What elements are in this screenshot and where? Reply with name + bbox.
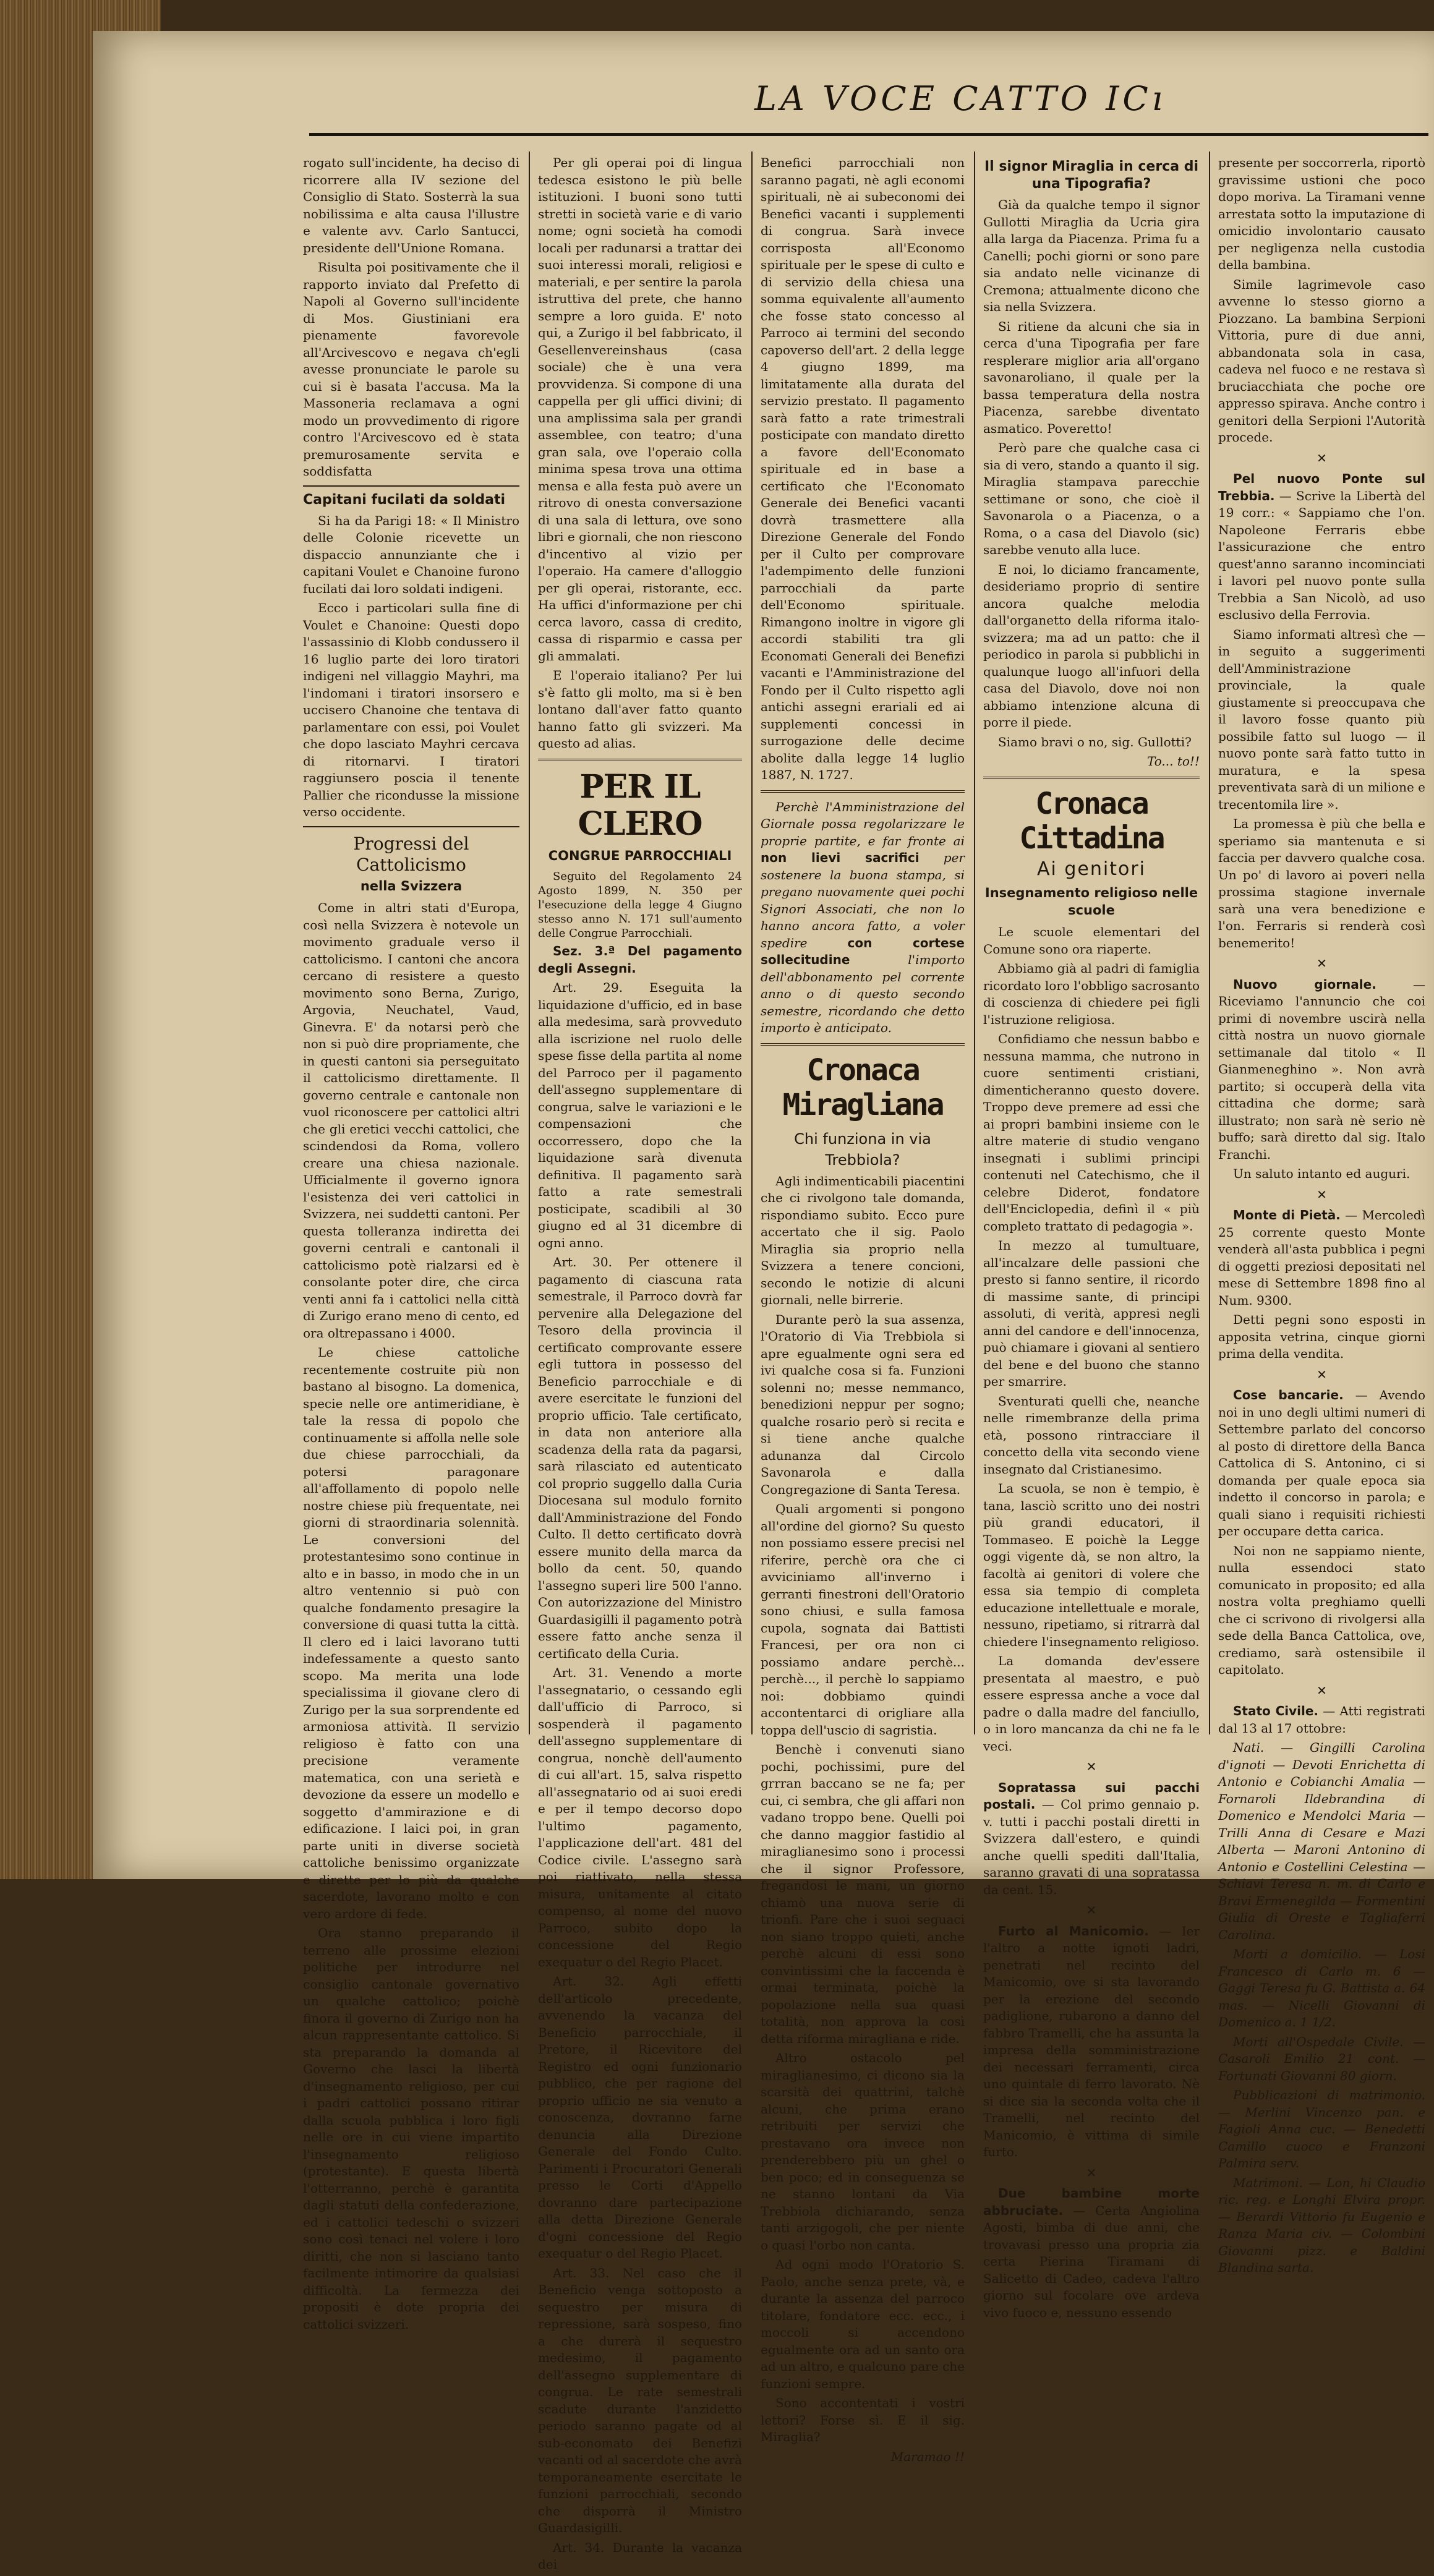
article-text: Simile lagrimevole caso avvenne lo stesso giorno a Piozzano. La bambina Serpioni Vittoria, pure di due anni, abbandonata sola in casa, cadeva nel fuoco e ne restava sì bruciacchiata che poche ore appresso spirava. Anche contro i genitori della Serpioni l'Autorità procede. <box>1218 276 1425 445</box>
headline-cronaca-cittadina: Cronaca Cittadina <box>1019 786 1164 856</box>
separator <box>303 826 519 827</box>
article-text: Agli indimenticabili piacentini che ci rivolgono tale domanda, rispondiamo subito. Ecco pure accertato che il sig. Paolo Miraglia sia proprio nella Svizzera a tenere concioni, secondo le notizie di alcuni giornali, nelle birrerie. <box>761 1173 965 1307</box>
headline-chi-funziona: Chi funziona in via Trebbiola? <box>794 1130 931 1169</box>
item-text: — Riceviamo l'annuncio che coi primi di novembre uscirà nella città nostra un nuovo giornale settimanale dal titolo « Il Gianmeneghino ». Non avrà partito; si occuperà della vita cittadina che dorme; sarà illustrato; non sarà nè serio nè buffo; sarà diretto dal sig. Italo Franchi. <box>1218 976 1425 1162</box>
article-text: Art. 29. Eseguita la liquidazione d'ufficio, ed in base alla medesima, sarà provveduto alla iscrizione nel ruolo delle spese fisse della partita al nome del Parroco per il pagamento dell'assegno supplementare di congrua, salve le variazioni e le compensazioni che occorressero, dopo che la liquidazione sarà divenuta definitiva. Il pagamento sarà fatto a rate semestrali posticipate, scadibili al 30 giugno ed al 31 dicembre di ogni anno. <box>538 980 742 1250</box>
news-item <box>983 1780 1200 1899</box>
article-text: Già da qualche tempo il signor Gullotti Miraglia da Ucria gira alla larga da Piacenza. Prima fu a Canelli; pochi giorni or sono pare sia andato nelle vicinanze di Cremona; attualmente dicono che sia nella Svizzera. <box>983 197 1200 314</box>
article-text: In mezzo al tumultuare, all'incalzare delle passioni che presto si fanno sentire, il ricordo di massime sante, di principi assoluti, di verità, appresi negli anni del candore e dell'innocenza, può chiamare i giovani al sentiero del bene e del buono che stanno per smarrire. <box>983 1238 1200 1389</box>
item-heading: Furto al Manicomio. <box>998 1923 1149 1938</box>
notice-text: per sostenere la buona stampa, si pregano nuovamente quei pochi Signori Associati, che non lo hanno ancora fatto, a voler spedire <box>761 850 965 950</box>
column-2 <box>538 155 742 2576</box>
item-heading: Due bambine morte abbruciate. <box>983 2186 1200 2218</box>
article-text: Art. 33. Nel caso che il Beneficio venga sottoposto a sequestro per misura di repressione, sarà sospeso, fino a che durerà il sequestro medesimo, il pagamento dell'assegno supplementare di congrua. Le rate semestrali scadute durante l'anzidetto periodo saranno pagate od al sub-economato dei Benefizi vacanti od al sacerdote che avrà temporaneamente esercitate le funzioni parrocchiali, secondo che disporrà il Ministro Guardasigilli. <box>538 2265 742 2535</box>
headline-progressi: Progressi del Cattolicismo <box>353 833 469 875</box>
civil-registry-banns: Pubblicazioni di matrimonio. — Merlini Vincenzo pan. e Fagioli Anna cuc. — Benedetti Camillo cuoco e Franzoni Palmira serv. <box>1218 2088 1425 2170</box>
article-text: Siamo informati altresì che — in seguito a suggerimenti dell'Amministrazione provinciale, la quale giustamente si preoccupava che il lavoro fosse quanto più possibile fatto sul luogo — il nuovo ponte sarà fatto tutto in muratura, e la spesa preventivata sarà di un milione e trecentomila lire ». <box>1218 626 1425 812</box>
signature: To... to!! <box>1146 754 1200 769</box>
subheadline-svizzera: nella Svizzera <box>360 878 463 893</box>
article-text: Si ha da Parigi 18: « Il Ministro delle Colonie ricevette un dispaccio annunziante che i capitani Voulet e Chanoine furono fucilati dai loro soldati indigeni. <box>303 513 519 596</box>
article-text: Sono accontentati i vostri lettori? Forse sì. E il sig. Miraglia? <box>761 2395 965 2444</box>
article-text: Detti pegni sono esposti in apposita vetrina, cinque giorni prima della vendita. <box>1218 1312 1425 1361</box>
newspaper-title: LA VOCE CATTO ICı <box>754 79 1166 118</box>
notice-emphasis: non lievi sacrifici <box>761 850 920 865</box>
article-text: Durante però la sua assenza, l'Oratorio di Via Trebbiola si apre egualmente ogni sera ed ivi qualche cosa si fa. Funzioni solenni no; messe nemmanco, benedizioni neppur per sogno; qualche rosario però si recita e si tiene anche qualche adunanza dal Circolo Savonarola e dalla Congregazione di Santa Teresa. <box>761 1311 965 1497</box>
article-text: Abbiamo già al padri di famiglia ricordato loro l'obbligo sacrosanto di coscienza di chiedere pei figli l'istruzione religiosa. <box>983 961 1200 1027</box>
column-divider <box>1209 151 1210 1734</box>
item-heading: Monte di Pietà. <box>1233 1208 1341 1222</box>
article-text: Un saluto intanto ed auguri. <box>1233 1166 1411 1181</box>
article-text: Altro ostacolo pel miraglianesimo, ci dicono sia la scarsità dei quattrini, talchè alcuni, che prima erano retribuiti per servizi che prestavano ora invece non prenderebbero più un ghel o ben poco; ed in conseguenza se ne stanno lontani da Via Trebbiola dichiarando, senza tanti arzigogoli, che per niente o quasi l'orbo non canta. <box>761 2050 965 2253</box>
subscription-notice <box>761 799 965 1037</box>
item-text: — Scrive la Libertà del 19 corr.: « Sappiamo che l'on. Napoleone Ferraris ebbe l'assicurazione che entro quest'anno saranno incominciati i lavori pel nuovo ponte sulla Trebbia a San Nicolò, ad uso esclusivo della Ferrovia. <box>1218 488 1426 622</box>
signature: Maramao !! <box>890 2449 965 2464</box>
article-text: Art. 34. Durante la vacanza dei <box>538 2540 742 2572</box>
news-item <box>1218 1703 1425 1737</box>
article-text: Art. 31. Venendo a morte l'assegnatario, o cessando egli dall'ufficio di Parroco, si sospenderà il pagamento dell'assegno supplementare di congrua, nonchè dell'aumento di cui all'art. 15, salva rispetto all'assegnatario od ai suoi eredi e per il tempo decorso dopo l'ultimo pagamento, l'applicazione dell'art. 481 del Codice civile. L'assegno sarà poi riattivato, nella stessa misura, unitamente al citato compenso, al nome del nuovo Parroco, subito dopo la concessione del Regio exequatur o del Regio Placet. <box>538 1665 742 1969</box>
item-heading: Sopratassa sui pacchi postali. <box>983 1780 1200 1812</box>
section-heading: Sez. 3.ª Del pagamento degli Assegni. <box>538 944 742 976</box>
item-text: — Mercoledì 25 corrente questo Monte venderà all'asta pubblica i pegni di oggetti preziosi depositati nel mese di Settembre 1898 fino al Num. 9300. <box>1218 1208 1426 1308</box>
column-divider <box>529 151 530 1734</box>
item-text: — Ier l'altro a notte ignoti ladri, penetrati nel recinto del Manicomio, ove si sta lavorando per la erezione del secondo padiglione, rubarono a danno del fabbro Tramelli, che ha assunta la impresa della somministrazione dei necessari ferramenti, circa uno quintale di ferro lavorato. Nè si dice sia la seconda volta che il Tramelli, nel recinto del Manicomio, è vittima di simile furto. <box>983 1923 1200 2159</box>
article-text: Ad ogni modo l'Oratorio S. Paolo, anche senza prete, và, e durante la assenza del parroco titolare, fondatore ecc. ecc., i moccoli si accendono egualmente ora ad un santo ora ad un altro, e qualcuno pare che funzioni sempre. <box>761 2257 965 2391</box>
article-text: Seguito del Regolamento 24 Agosto 1899, N. 350 per l'esecuzione della legge 4 Giugno stesso anno N. 171 sull'aumento delle Congrue Parrocchiali. <box>538 870 742 940</box>
civil-registry-deaths: Morti a domicilio. — Losi Francesco di Carlo m. 6 — Gaggi Teresa fu G. Battista a. 64 mas. — Nicelli Giovanni di Domenico a. 1 1/2. <box>1218 1947 1425 2029</box>
column-divider <box>974 151 975 1734</box>
section-divider-mark: ✕ <box>1086 2165 1097 2180</box>
civil-registry-marriages: Matrimoni. — Lon, hi Claudio ric. reg. e Longhi Elvira propr. — Berardi Vittorio fu Eugenio e Ranza Maria civ. — Colombini Giovanni pizz. e Baldini Blandina sarta. <box>1218 2175 1425 2275</box>
article-text: Per gli operai poi di lingua tedesca esistono le più belle istituzioni. I buoni sono tutti stretti in società varie e di vario nome; ogni società ha comodi locali per radunarsi a trattar dei suoi interessi morali, religiosi e materiali, e per sentire la parola istruttiva del prete, che hanno sempre a loro guida. E' noto qui, a Zurigo il bel fabbricato, il Gesellenvereinshaus (casa sociale) che è una vera provvidenza. Si compone di una cappella per gli uffici divini; di una amplissima sala per grandi assemblee, con teatro; d'una gran sala, ove l'operaio colla minima spesa trova una ottima mensa e alla festa può avere un ritrovo di onesta conversazione di una sala di lettura, ove sono libri e giornali, che non riescono d'incentivo al vizio per l'operaio. Ha camere d'alloggio per gli operai, ristorante, ecc. Ha uffici d'informazione per chi cerca lavoro, cassa di credito, cassa di risparmio e cassa per gli ammalati. <box>538 155 742 663</box>
headline-ai-genitori: Ai genitori <box>1036 858 1146 880</box>
news-item <box>1218 1207 1425 1309</box>
section-divider-mark: ✕ <box>1317 1367 1327 1382</box>
column-5 <box>1218 155 1425 2279</box>
section-divider-mark: ✕ <box>1317 1683 1327 1698</box>
notice-text: Perchè l'Amministrazione del Giornale possa regolarizzare le proprie partite, e far fronte ai <box>761 799 965 848</box>
article-text: presente per soccorrerla, riportò gravissime ustioni che poco dopo moriva. La Tiramani venne arrestata sotto la imputazione di omicidio involontario causato per negligenza nella custodia della bambina. <box>1218 155 1425 272</box>
subheadline-insegnamento: Insegnamento religioso nelle scuole <box>984 885 1198 918</box>
news-item <box>1218 1387 1425 1540</box>
subheadline-congrue: CONGRUE PARROCCHIALI <box>548 848 732 863</box>
item-heading: Stato Civile. <box>1233 1704 1319 1718</box>
article-text: Art. 32. Agli effetti dell'articolo precedente, avvenendo la vacanza del Beneficio parrocchiale, il Pretore, il Ricevitore del Registro ed ogni funzionario pubblico, che per ragione del proprio ufficio ne sia venuto a conoscenza, dovranno farne denuncia alla Direzione Generale del Fondo Culto. Parimenti i Procuratori Generali presso le Corti d'Appello dovranno dare partecipazione alla detta Direzione Generale d'ogni concessione del Regio exequatur o del Regio Placet. <box>538 1974 742 2261</box>
article-text: La promessa è più che bella e speriamo sia mantenuta e si faccia per davvero qualche cosa. Un po' di lavoro ai poveri nella prossima stagione invernale sarà una vera benedizione e l'on. Ferraris si renderà così benemerito! <box>1218 816 1425 950</box>
item-text: — Col primo gennaio p. v. tutti i pacchi postali diretti in Svizzera dall'estero, e quindi anche quelli spediti dall'Italia, saranno gravati di una sopratassa da cent. 15. <box>983 1797 1200 1897</box>
news-item <box>1218 976 1425 1164</box>
article-text: Art. 30. Per ottenere il pagamento di ciascuna rata semestrale, il Parroco dovrà far pervenire alla Delegazione del Tesoro della provincia il certificato comprovante essere egli tuttora in possesso del Beneficio parrocchiale e di avere esercitate le funzioni del proprio ufficio. Tale certificato, in data non anteriore alla scadenza della rata da pagarsi, sarà rilasciato ed autenticato col proprio suggello dalla Curia Diocesana sul modulo fornito dall'Amministrazione del Fondo Culto. Il detto certificato dovrà essere munito della marca da bollo da cent. 50, quando l'assegno superi lire 500 l'anno. Con autorizzazione del Ministro Guardasigilli il pagamento potrà essere fatto anche senza il certificato della Curia. <box>538 1255 742 1661</box>
article-text: Però pare che qualche casa ci sia di vero, stando a quanto il sig. Miraglia stampava parecchie settimane or sono, che cioè il Savonarola o a Piacenza, o a Roma, o a casa del Diavolo (sic) sarebbe venuto alla luce. <box>983 440 1200 557</box>
section-divider-mark: ✕ <box>1086 1759 1097 1774</box>
article-text: La domanda dev'essere presentata al maestro, e può essere espressa anche a voce dal padre o dalla madre del fanciullo, o in loro mancanza da chi ne fa le veci. <box>983 1653 1200 1754</box>
article-text: Confidiamo che nessun babbo e nessuna mamma, che nutrono in cuore sentimenti cristiani, dimenticheranno questo dovere. Troppo deve premere ad essi che ai propri bambini insieme con le altre materie di studio vengano insegnati i sublimi principi contenuti nel Catechismo, che il celebre Diderot, fondatore dell'Enciclopedia, definì il « più completo trattato di pedagogia ». <box>983 1031 1200 1234</box>
civil-registry-hospital: Morti all'Ospedale Civile. — Casaroli Emilio 21 cont. — Fortunati Giovanni 80 giorn. <box>1218 2034 1425 2083</box>
article-text: Sventurati quelli che, neanche nelle rimembranze della prima età, possono rintracciare il concetto della vita secondo viene insegnato dal Cristianesimo. <box>983 1393 1200 1477</box>
article-text: E noi, lo diciamo francamente, desideriamo proprio di sentire ancora qualche melodia dall'organetto della riforma italo-svizzera; ma ad un patto: che il periodico in parola si pubblichi in qualunque luogo all'infuori della casa del Diavolo, dove noi non abbiamo intenzione alcuna di porre il piede. <box>983 561 1200 730</box>
headline-per-il-clero: PER IL CLERO <box>578 767 702 843</box>
item-heading: Cose bancarie. <box>1233 1388 1344 1402</box>
section-divider-mark: ✕ <box>1317 1187 1327 1202</box>
headline-tipografia: Il signor Miraglia in cerca di una Tipografia? <box>984 159 1199 192</box>
article-text: Ora stanno preparando il terreno alle prossime elezioni politiche per introdurre nel consiglio cantonale governativo un qualche cattolico; poichè finora il governo di Zurigo non ha alcun rappresentante cattolico. Si sta preparando la domanda al Governo che lasci la libertà d'insegnamento religioso, per cui i padri cattolici possano ritirar dalla scuola pubblica i loro figli nelle ore in cui viene impartito l'insegnamento religioso (protestante). E questa libertà l'otterranno, perchè è garantita dagli statuti della confederazione, ed i cattolici tedeschi o svizzeri sono così tenaci nel volere i loro diritti, che non si lasciano tanto facilmente intimorire da qualsiasi difficoltà. La fermezza dei propositi è dote propria dei cattolici svizzeri. <box>303 1926 519 2332</box>
civil-registry-births: Nati. — Gingilli Carolina d'ignoti — Devoti Enrichetta di Antonio e Cobianchi Amalia — Fornaroli Ildebrandina di Domenico e Mendolci Maria — Trilli Anna di Cesare e Mazi Alberta — Maroni Antonino di Antonio e Costellini Celestina — Schiavi Teresa n. m. di Carlo e Bravi Ermenegilda — Formentini Giulia di Oreste e Tagliaferri Carolina. <box>1218 1740 1425 1942</box>
masthead <box>309 74 1428 148</box>
news-item <box>983 1923 1200 2161</box>
separator <box>538 759 742 761</box>
separator <box>303 485 519 487</box>
item-heading: Nuovo giornale. <box>1233 976 1376 992</box>
item-text: — Atti registrati dal 13 al 17 ottobre: <box>1218 1704 1425 1736</box>
headline-cronaca-miragliana: Cronaca Miragliana <box>782 1052 943 1122</box>
article-text: Come in altri stati d'Europa, così nella Svizzera è notevole un movimento graduale verso il cattolicismo. I cantoni che ancora cercano di resistere a questo movimento sono Berna, Zurigo, Argovia, Neuchatel, Vaud, Ginevra. E' da notarsi però che non si può dire propriamente, che in questi cantoni sia perseguitato il cattolicismo direttamente. Il governo centrale e cantonale non vuol riconoscere per cattolici altri che gli eretici vecchi cattolici, che scindendosi da Roma, vollero creare una chiesa nazionale. Ufficialmente il governo ignora l'esistenza dei veri cattolici in Svizzera, nei suddetti cantoni. Per questa tolleranza indiretta dei governi centrali e cantonali il cattolicismo potè rialzarsi ed è consolante poter dire, che circa venti anni fa i cattolici nella città di Zurigo erano meno di cento, ed ora oltrepassano i 4000. <box>303 900 519 1341</box>
separator <box>983 777 1200 779</box>
column-3 <box>761 155 965 2465</box>
article-text: Quali argomenti si pongono all'ordine del giorno? Su questo non possiamo essere precisi nel riferire, perchè ora che ci avviciniamo all'inverno i gerranti finestroni dell'Oratorio sono chiusi, e sulla famosa cupola, sognata dai Battisti Francesi, per ora non ci possiamo andare perchè... perchè..., il perchè lo sappiamo noi: dobbiamo quindi accontentarci di origliare alla toppa dell'uscio di sagristia. <box>761 1501 965 1738</box>
column-1 <box>303 155 519 2335</box>
article-text: Siamo bravi o no, sig. Gullotti? <box>998 734 1192 749</box>
column-divider <box>751 151 753 1734</box>
item-heading: Pel nuovo Ponte sul Trebbia. <box>1218 471 1425 503</box>
article-text: Ecco i particolari sulla fine di Voulet e Chanoine: Questi dopo l'assassinio di Klobb condussero il 16 luglio parte dei loro tiratori indigeni nel villaggio Mayhri, ma l'indomani i tiratori insorsero e uccisero Chanoine che tentava di parlamentare con essi, poi Voulet che dopo lasciato Mayhri cercava di ritornarvi. I tiratori raggiunsero poscia il tenente Pallier che ricondusse la missione verso occidente. <box>303 600 519 819</box>
article-text: Benefici parrocchiali non saranno pagati, nè agli economi spirituali, nè ai subeconomi dei Benefici vacanti i supplementi di congrua. Sarà invece corrisposta all'Economo spirituale per le spese di culto e di servizio della chiesa una somma equivalente all'aumento che fosse stato concesso al Parroco ai termini del secondo capoverso dell'art. 2 della legge 4 giugno 1899, ma limitatamente alla durata del servizio prestato. Il pagamento sarà fatto a rate trimestrali posticipate con mandato diretto a favore dell'Economato spirituale ed in base a certificato che l'Economato Generale dei Benefici vacanti dovrà trasmettere alla Direzione Generale del Fondo per il Culto per comprovare l'adempimento delle funzioni parrocchiali da parte dell'Economo spirituale. Rimangono inoltre in vigore gli accordi stabiliti tra gli Economati Generali dei Benefizi vacanti e l'Amministrazione del Fondo per il Culto rispetto agli antichi assegni erariali ed ai supplementi concessi in surrogazione delle decime abolite dalla legge 14 luglio 1887, N. 1727. <box>761 155 965 782</box>
notice-emphasis: con cortese sollecitudine <box>761 935 965 967</box>
item-text: — Certa Angiolina Agosti, bimba di due anni, che trovavasi presso una propria zia certa Pierina Tiramani di Salicetto di Cadeo, cadeva l'altro giorno sul focolare ove ardeva vivo fuoco e, nessuno essendo <box>983 2203 1200 2320</box>
masthead-rule <box>309 133 1428 136</box>
article-text: La scuola, se non è tempio, è tana, lasciò scritto uno dei nostri più grandi educatori, il Tommaseo. E poichè la Legge oggi vigente dà, se non altro, la facoltà ai genitori di volere che essa sia tempio di completa educazione intellettuale e morale, nessuno, ripetiamo, si ritrarrà dal chiedere l'insegnamento religioso. <box>983 1481 1200 1649</box>
article-text: Noi non ne sappiamo niente, nulla essendoci stato comunicato in proposito; ed alla nostra volta preghiamo quelli che ci scrivono di rivolgersi alla sede della Banca Cattolica, ove, crediamo, sarà ostensibile il capitolato. <box>1218 1543 1425 1677</box>
article-text: Si ritiene da alcuni che sia in cerca d'una Tipografia per fare resplerare miglior aria all'organo savonaroliano, il quale per la bassa temperatura della nostra Piacenza, sarebbe diventato asmatico. Poveretto! <box>983 318 1200 436</box>
article-text: Le scuole elementari del Comune sono ora riaperte. <box>983 924 1200 957</box>
article-text: E l'operaio italiano? Per lui s'è fatto gli molto, ma si è ben lontano dall'aver fatto quanto hanno fatto gli svizzeri. Ma questo ad alias. <box>538 668 742 751</box>
item-text: — Avendo noi in uno degli ultimi numeri di Settembre parlato del concorso al posto di direttore della Banca Cattolica di S. Antonino, ci si domanda per quale epoca sia indetto il concorso in parola; e quali siano i requisiti richiesti per occupare detta carica. <box>1218 1388 1425 1538</box>
news-item <box>983 2185 1200 2321</box>
section-divider-mark: ✕ <box>1317 450 1327 466</box>
article-text: Benchè i convenuti siano pochi, pochissimi, pure del grrran baccano se ne fa; per cui, ci sembra, che gli affari non vadano troppo bene. Quelli poi che danno maggior fastidio al miraglianesimo sono i processi che il signor Professore, fregandosi le mani, un giorno chiamò una nuova serie di trionfi. Pare che i suoi seguaci non siano troppo quieti, anche perchè alcuni di essi sono convintissimi che la faccenda è ormai terminata, poichè la popolazione nella sua quasi totalità, non approva la così detta riforma miragliana e ride. <box>761 1742 965 2046</box>
news-item <box>1218 471 1425 624</box>
separator <box>761 790 965 793</box>
section-divider-mark: ✕ <box>1317 956 1327 971</box>
notice-text: l'importo dell'abbonamento pel corrente anno o di questo secondo semestre, ricordando che detto importo è anticipato. <box>761 952 965 1035</box>
article-text: Risulta poi positivamente che il rapporto inviato dal Prefetto di Napoli al Governo sull'incidente di Mos. Giustiniani era pienamente favorevole all'Arcivescovo e negava ch'egli avesse pronunciate le parole su cui si è basata l'accusa. Ma la Massoneria reclamava a ogni modo un provvedimento di rigore contro l'Arcivescovo ed è stata premurosamente servita e soddisfatta <box>303 260 519 479</box>
column-4 <box>983 155 1200 2324</box>
separator <box>761 1043 965 1046</box>
article-text: rogato sull'incidente, ha deciso di ricorrere alla IV sezione del Consiglio di Stato. Sosterrà la sua nobilissima e alta causa l'illustre e valente avv. Carlo Santucci, presidente dell'Unione Romana. <box>303 155 519 255</box>
section-divider-mark: ✕ <box>1086 1903 1097 1917</box>
article-text: Le chiese cattoliche recentemente costruite più non bastano al bisogno. La domenica, specie nelle ore antimeridiane, è tale la ressa di popolo che continuamente si affolla nelle sole due chiese parrocchiali, da potersi paragonare all'affollamento di popolo nelle nostre chiese più frequentate, nei giorni di straordinaria solennità. Le conversioni del protestantesimo sono continue in alto e in basso, in modo che in un altro ventennio si può con qualche fondamento presagire la conversione di quasi tutta la città. Il clero ed i laici lavorano tutti indefessamente a questo santo scopo. Ma merita una lode specialissima il giovane clero di Zurigo per la sua sorprendente ed armoniosa attività. Il servizio religioso è fatto con una precisione veramente matematica, con una serietà e devozione da essere un modello e soggetto d'ammirazione e di edificazione. I laici poi, in gran parte uniti in diverse società cattoliche benissimo organizzate e dirette per lo più da qualche sacerdote, lavorano molto e con vero ardore di fede. <box>303 1345 519 1921</box>
headline-capitani: Capitani fucilati da soldati <box>303 492 506 508</box>
